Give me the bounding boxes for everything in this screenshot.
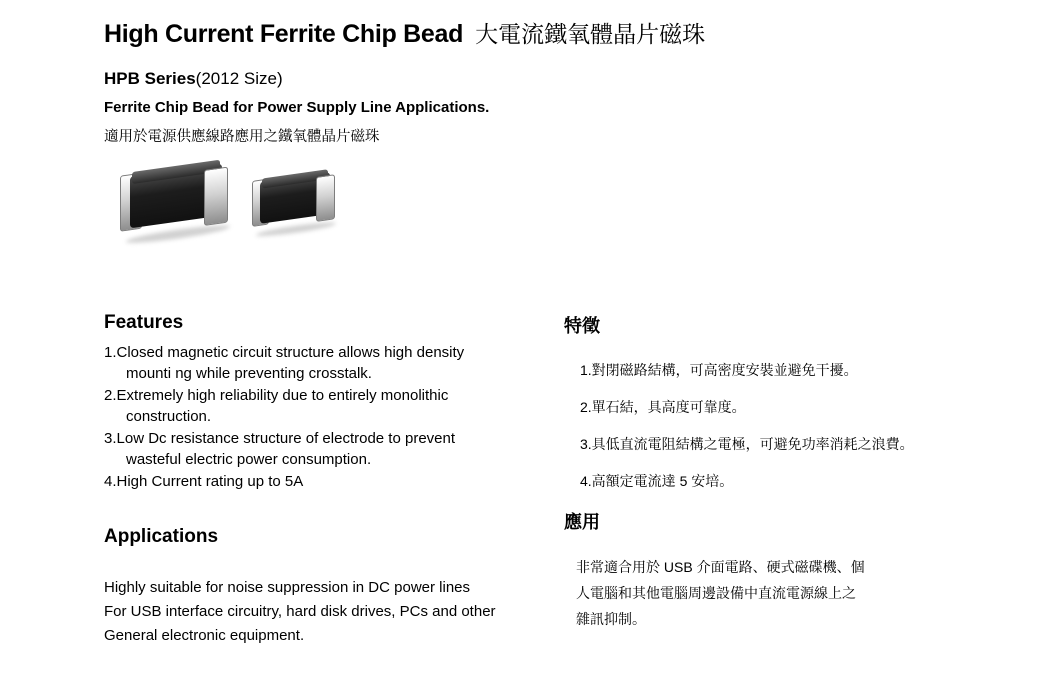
series-size: (2012 Size)	[195, 69, 283, 88]
chip-terminal-right	[316, 174, 335, 222]
feature-text-line2: mounti ng while preventing crosstalk.	[126, 365, 372, 382]
applications-line: General electronic equipment.	[104, 627, 305, 644]
subtitle-chinese: 適用於電源供應線路應用之鐵氧體晶片磁珠	[104, 129, 380, 145]
series-line	[104, 69, 964, 89]
chinese-content-column	[564, 312, 964, 632]
features-list-chinese	[564, 360, 964, 491]
list-item	[104, 428, 534, 470]
features-heading-chinese: 特徵	[564, 316, 600, 336]
subtitle-english: Ferrite Chip Bead for Power Supply Line Applications.	[104, 99, 490, 116]
feature-number: 2.	[104, 387, 117, 404]
chip-terminal-right	[204, 167, 228, 226]
features-list	[104, 342, 534, 492]
page-title-english: High Current Ferrite Chip Bead	[104, 20, 464, 48]
features-heading: Features	[104, 312, 184, 333]
list-item	[104, 385, 534, 427]
feature-number: 1.	[104, 344, 117, 361]
chip-bead-small	[252, 166, 336, 236]
chip-bead-large	[120, 156, 230, 241]
list-item: 3.具低直流電阻結構之電極，可避免功率消耗之浪費。	[580, 436, 914, 452]
applications-heading-chinese: 應用	[564, 512, 600, 532]
applications-line: 人電腦和其他電腦周邊設備中直流電源線上之	[576, 585, 856, 601]
series-name: HPB Series	[104, 69, 196, 88]
list-item: 2.單石結，具高度可靠度。	[580, 399, 746, 415]
page-title-chinese: 大電流鐵氧體晶片磁珠	[475, 21, 706, 47]
feature-text-line1: Low Dc resistance structure of electrode to prevent	[116, 430, 456, 447]
applications-line: 非常適合用於 USB 介面電路、硬式磁碟機、個	[576, 559, 865, 575]
feature-text-line1: Closed magnetic circuit structure allows high density	[116, 344, 465, 361]
applications-block	[104, 526, 534, 648]
title-row	[104, 16, 964, 49]
list-item: 1.對閉磁路結構，可高密度安裝並避免干擾。	[580, 362, 858, 378]
applications-line: Highly suitable for noise suppression in DC power lines	[104, 579, 471, 596]
list-item: 4.高額定電流達 5 安培。	[580, 473, 734, 489]
page-header	[104, 16, 964, 146]
feature-number: 4.	[104, 473, 117, 490]
product-photo	[112, 160, 412, 260]
list-item	[104, 342, 534, 384]
applications-line: 雜訊抑制。	[576, 611, 646, 627]
feature-text-line2: construction.	[126, 408, 212, 425]
applications-text	[104, 576, 534, 648]
applications-heading: Applications	[104, 526, 219, 547]
feature-text-line2: wasteful electric power consumption.	[126, 451, 372, 468]
feature-text-line1: Extremely high reliability due to entirely monolithic	[116, 387, 449, 404]
applications-line: For USB interface circuitry, hard disk drives, PCs and other	[104, 603, 496, 620]
feature-text-line1: High Current rating up to 5A	[116, 473, 304, 490]
english-content-column	[104, 312, 534, 648]
list-item	[104, 471, 534, 492]
applications-text-chinese	[564, 554, 964, 632]
feature-number: 3.	[104, 430, 117, 447]
